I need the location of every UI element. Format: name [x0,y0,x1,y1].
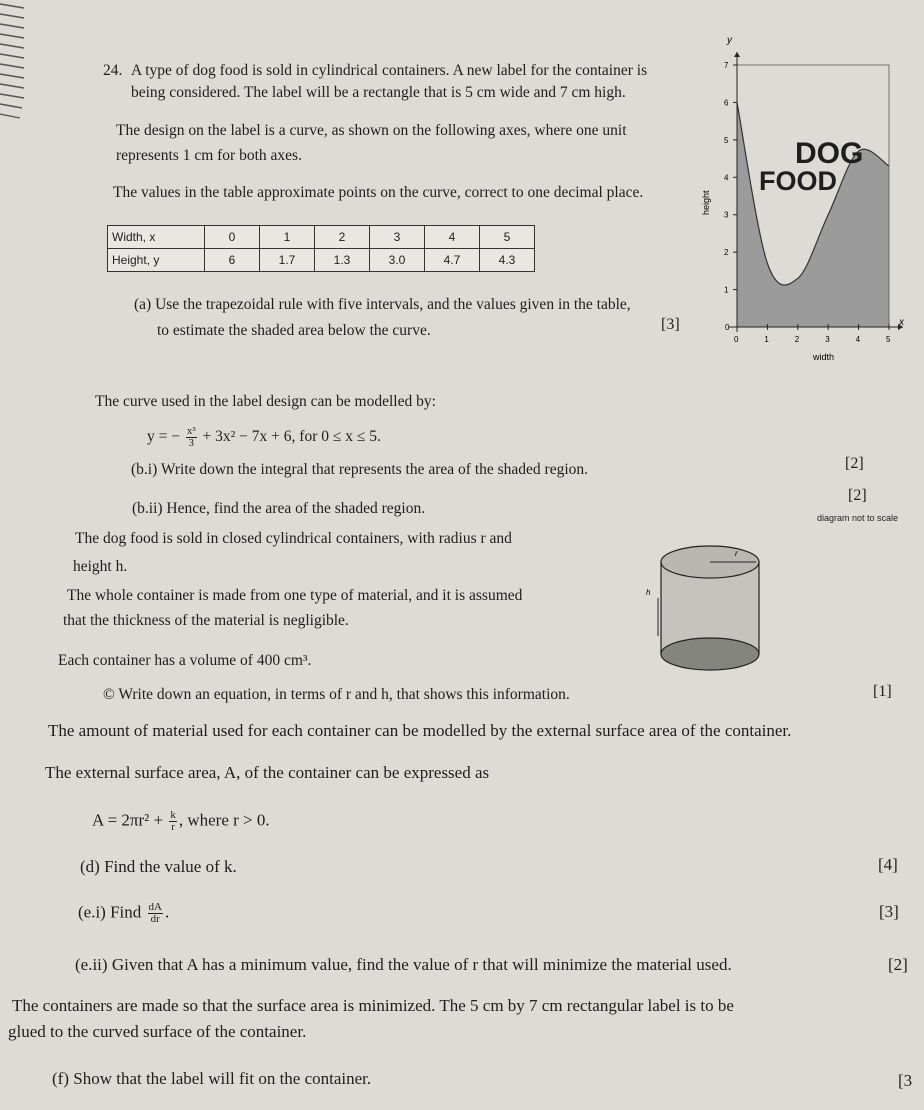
y-axis-variable: y [727,35,732,46]
table-cell: 0 [205,226,260,249]
model-intro: The curve used in the label design can be modelled by: [95,393,436,410]
label-design-graph [690,30,920,370]
y-tick-label: 2 [724,248,729,258]
table-cell: 3 [370,226,425,249]
part-c-marks: [1] [873,683,892,700]
part-a-line-2: to estimate the shaded area below the curve. [157,322,431,339]
fraction-numerator: dA [148,901,162,913]
x-tick-label: 5 [886,335,891,344]
fraction-numerator: k [170,809,176,821]
part-b1-marks: [2] [845,455,864,472]
fraction-denominator: 3 [188,437,195,449]
part-e1-marks: [3] [879,902,899,921]
part-b1-text: (b.i) Write down the integral that represents the area of the shaded region. [131,461,589,478]
table-cell: 4.3 [480,249,535,272]
intro-line-1: A type of dog food is sold in cylindrical containers. A new label for the container is [131,62,648,79]
table-intro: The values in the table approximate points on the curve, correct to one decimal place. [113,184,644,201]
container-line-4: that the thickness of the material is negligible. [63,612,349,629]
table-cell: 4.7 [425,249,480,272]
question-number: 24. [103,62,123,79]
intro-line-2: being considered. The label will be a rectangle that is 5 cm wide and 7 cm high. [131,84,626,101]
y-tick-label: 6 [724,98,729,108]
design-line-1: The design on the label is a curve, as shown on the following axes, where one unit [116,122,627,139]
height-label: h [646,588,651,597]
cylinder-diagram [640,540,780,675]
label-text-dog: DOG [795,137,864,170]
fraction-numerator: x³ [186,425,196,437]
table-cell: 1.7 [260,249,315,272]
x-axis-label: width [813,352,835,362]
table-row [108,249,535,272]
volume-line: Each container has a volume of 400 cm³. [58,652,312,669]
table-cell: 5 [480,226,535,249]
values-table [107,225,535,272]
y-axis-label: height [701,190,711,215]
formula-rhs: , where r > 0. [178,810,270,830]
part-b2-marks: [2] [848,487,867,504]
diagram-note: diagram not to scale [817,513,899,523]
equation-fraction [186,426,197,449]
final-line-1: The containers are made so that the surface area is minimized. The 5 cm by 7 cm rectangular label is to be [12,996,734,1015]
y-arrow-icon [734,52,740,57]
y-tick-label: 7 [724,61,729,70]
container-line-2: height h. [73,558,128,575]
part-d-marks: [4] [878,855,898,874]
row-label-height: Height, y [108,249,205,272]
table-cell: 1 [260,226,315,249]
y-tick-label: 0 [725,323,730,332]
part-f-marks: [3 [898,1071,913,1090]
table-cell: 6 [205,249,260,272]
formula-lhs: A = 2πr² + [92,810,164,830]
surface-line-1: The amount of material used for each container can be modelled by the external surface area of the container. [48,721,792,740]
radius-label: r [735,549,738,558]
cylinder-base [661,638,759,670]
container-line-1: The dog food is sold in closed cylindrical containers, with radius r and [75,530,512,547]
part-e1-suffix: . [164,902,170,922]
part-e1-text [78,902,169,925]
x-tick-label: 3 [825,335,830,344]
table-cell: 4 [425,226,480,249]
y-tick-label: 5 [724,135,729,145]
y-tick-label: 1 [724,285,729,295]
fraction-denominator: r [171,821,175,833]
equation-lhs: y = − [147,428,180,446]
part-f-text: (f) Show that the label will fit on the container. [52,1069,372,1088]
derivative-fraction [148,902,163,925]
part-e1-prefix: (e.i) Find [78,902,142,922]
x-tick-label: 2 [794,335,800,344]
row-label-width: Width, x [108,226,205,249]
part-b2-text: (b.ii) Hence, find the area of the shaded region. [132,500,426,517]
notebook-spiral-binding [0,0,26,130]
x-tick-label: 1 [764,335,769,344]
design-line-2: represents 1 cm for both axes. [116,147,302,164]
fraction-denominator: dr [150,913,160,925]
x-tick-label: 4 [855,335,861,344]
y-tick-label: 3 [724,210,729,220]
x-axis-variable: x [899,317,904,328]
y-tick-label: 4 [724,173,729,183]
table-cell: 3.0 [370,249,425,272]
model-equation [147,426,381,449]
part-a-line-1: (a) Use the trapezoidal rule with five intervals, and the values given in the table, [134,296,631,313]
part-d-text: (d) Find the value of k. [80,857,237,876]
equation-rhs: + 3x² − 7x + 6, for 0 ≤ x ≤ 5. [202,428,381,446]
surface-formula [92,810,270,833]
part-e2-marks: [2] [888,955,908,974]
table-row [108,226,535,249]
label-text-food: FOOD [759,166,837,196]
part-e2-text: (e.ii) Given that A has a minimum value, find the value of r that will minimize the material used. [75,955,732,974]
container-line-3: The whole container is made from one type of material, and it is assumed [67,587,523,604]
formula-fraction [169,810,177,833]
table-cell: 2 [315,226,370,249]
part-c-text: © Write down an equation, in terms of r and h, that shows this information. [103,686,570,703]
x-tick-label: 0 [734,335,739,344]
part-a-marks: [3] [661,316,680,333]
final-line-2: glued to the curved surface of the container. [8,1022,307,1041]
table-cell: 1.3 [315,249,370,272]
surface-line-2: The external surface area, A, of the container can be expressed as [45,763,490,782]
